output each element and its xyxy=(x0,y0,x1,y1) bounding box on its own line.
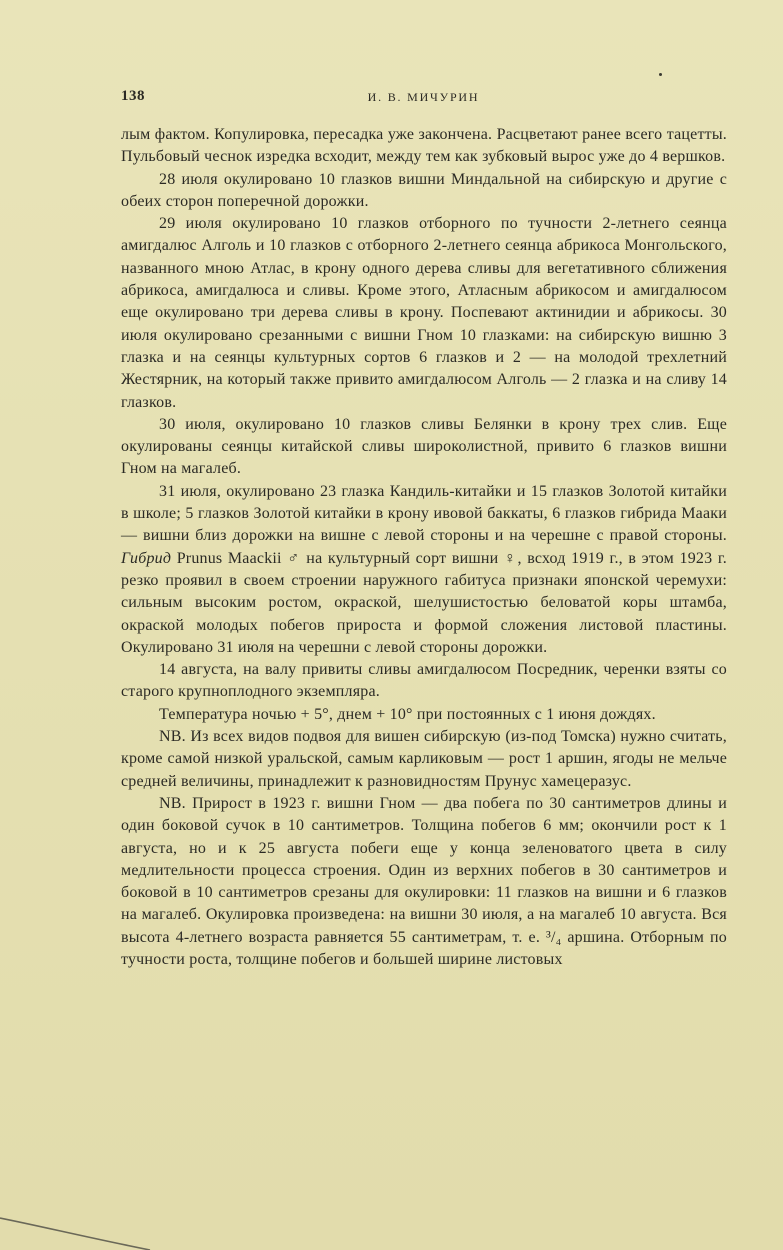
paragraph-text: Prunus Maackii ♂ на культурный сорт вишни ♀, всход 1919 г., в этом 1923 г. резко проявил в своем строении наружного габитуса признаки японской черемухи: сильным высоким ростом, окраской, шелушистостью беловатой коры штамба, окраской молодых побегов прироста и формой сложения листовой пластины. Окулировано 31 июля на черешни с левой стороны дорожки. xyxy=(121,549,728,656)
italic-term: Гибрид xyxy=(121,549,172,567)
paragraph: лым фактом. Копулировка, пересадка уже закончена. Расцветают ранее всего тацетты. Пульбовый чеснок изредка всходит, между тем как зубковый вырос уже до 4 вершков. xyxy=(121,126,727,166)
body-text xyxy=(121,124,727,971)
page-number: 138 xyxy=(121,88,145,104)
speck xyxy=(659,73,662,76)
paragraph xyxy=(121,481,727,659)
note-paragraph: NB. Из всех видов подвоя для вишен сибирскую (из-под Томска) нужно считать, кроме самой низкой уральской, самым карликовым — рост 1 аршин, ягоды не мельче средней величины, принадлежит к разновидностям Прунус хамецеразус. xyxy=(121,728,727,790)
paragraph: 30 июля, окулировано 10 глазков сливы Белянки в крону трех слив. Еще окулированы сеянцы китайской сливы широколистной, привито 6 глазков вишни Гном на магалеб. xyxy=(121,415,727,478)
note-paragraph: NB. Прирост в 1923 г. вишни Гном — два побега по 30 сантиметров длины и один боковой сучок в 10 сантиметров. Толщина побегов 6 мм; окончили рост к 1 августа, но и к 25 августа побеги еще у конца зеленоватого цвета в силу медлительности процесса строения. Один из верхних побегов в 30 сантиметров и боковой в 10 сантиметров срезаны для окулировки: 11 глазков на вишни и 6 глазков на магалеб. Окулировка произведена: на вишни 30 июля, а на магалеб 10 августа. Вся высота 4-летнего возраста равняется 55 сантиметрам, т. е. ³/₄ аршина. Отборным по тучности роста, толщине побегов и большей ширине листовых xyxy=(121,794,727,968)
running-head: И. В. МИЧУРИН xyxy=(367,90,480,104)
paragraph: 29 июля окулировано 10 глазков отборного по тучности 2-летнего сеянца амигдалюс Алголь и 10 глазков с отборного 2-летнего сеянца абрикоса Монгольского, названного мною Атлас, в крону одного дерева сливы для вегетативного сближения абрикоса, амигдалюса и сливы. Кроме этого, Атласным абрикосом и амигдалюсом еще окулировано три дерева сливы в крону. Поспевают актинидии и абрикосы. 30 июля окулировано срезанными с вишни Гном 10 глазками: на сибирскую вишню 3 глазка и на сеянцы культурных сортов 6 глазков и 2 — на молодой трехлетний Жестярник, на который также привито амигдалюсом Алголь — 2 глазка и на сливу 14 глазков. xyxy=(121,215,727,411)
paragraph: Температура ночью + 5°, днем + 10° при постоянных с 1 июня дождях. xyxy=(159,705,656,723)
paragraph: 14 августа, на валу привиты сливы амигдалюсом Посредник, черенки взяты со старого крупноплодного экземпляра. xyxy=(121,661,727,701)
paragraph-text: 31 июля, окулировано 23 глазка Кандиль-китайки и 15 глазков Золотой китайки в школе; 5 глазков Золотой китайки в крону ивовой баккаты, 6 глазков гибрида Мааки — вишни близ дорожки на вишне с левой стороны и на черешне с правой стороны. xyxy=(121,482,727,545)
page-header xyxy=(121,88,726,110)
paragraph: 28 июля окулировано 10 глазков вишни Миндальной на сибирскую и другие с обеих сторон поперечной дорожки. xyxy=(121,170,727,210)
